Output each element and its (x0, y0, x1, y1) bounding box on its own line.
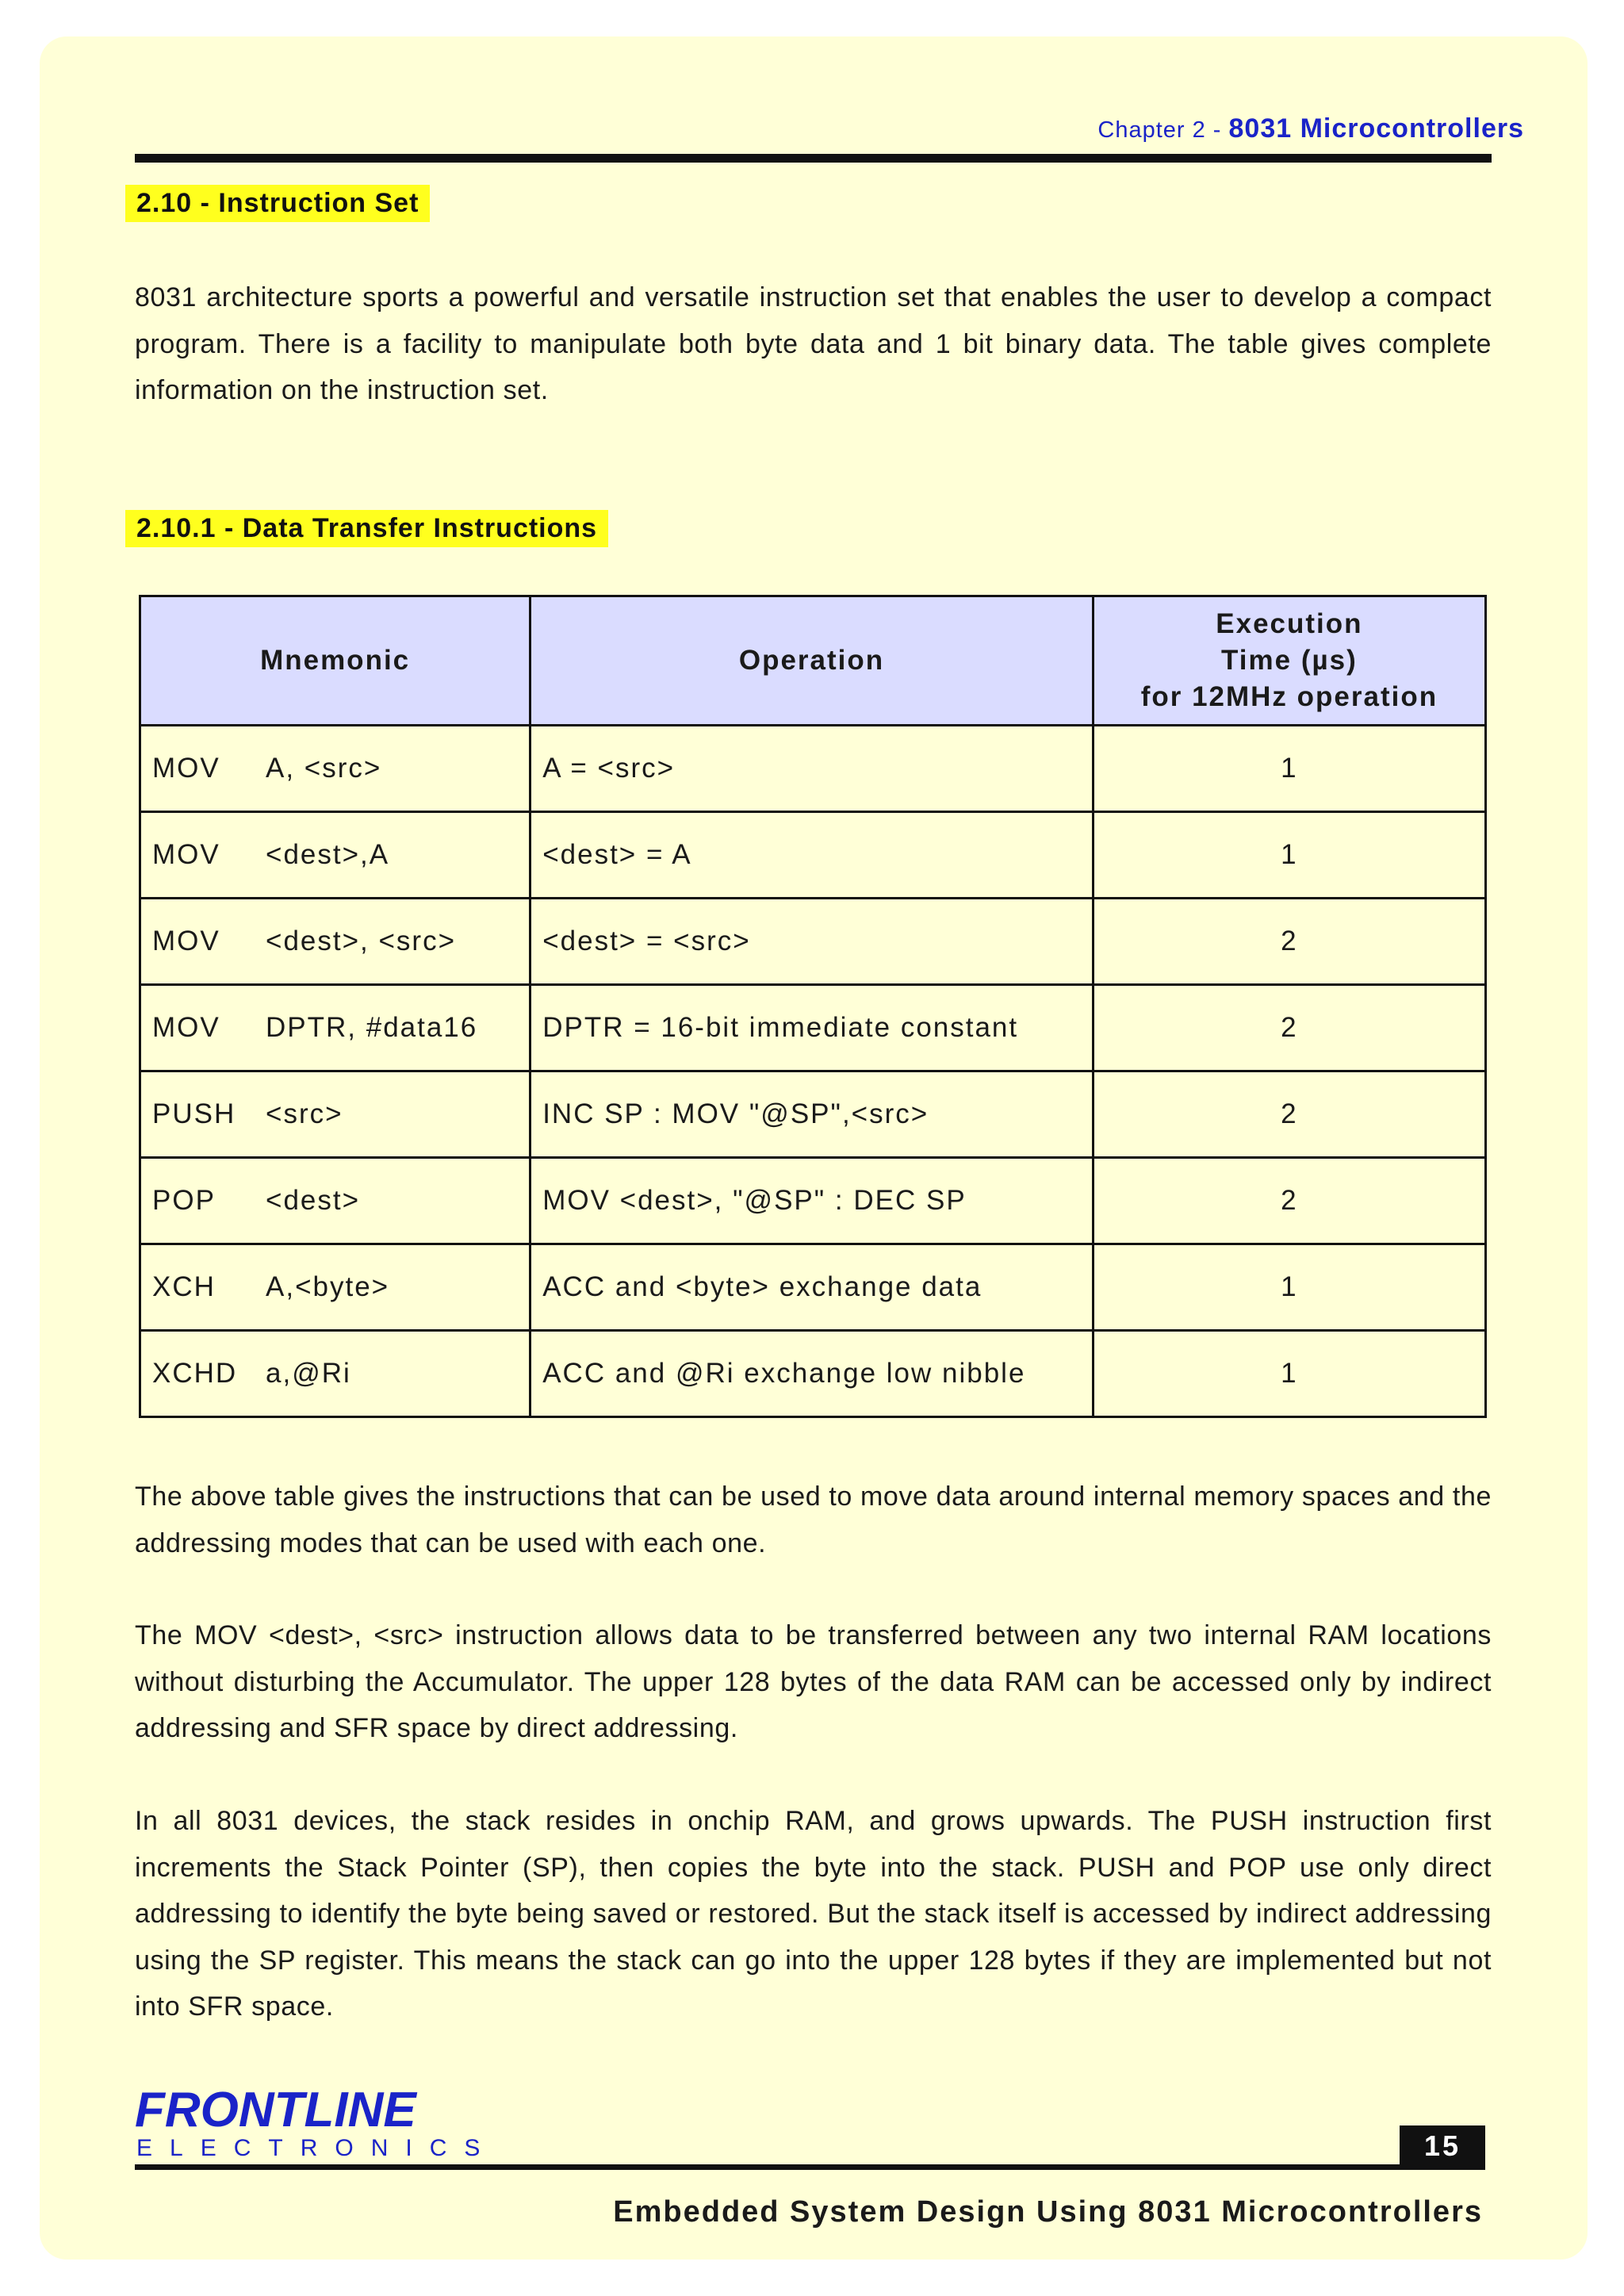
footer-rule (135, 2164, 1485, 2170)
time-cell: 1 (1093, 1331, 1485, 1417)
mnemonic-op: MOV (152, 1012, 220, 1043)
mnemonic-op: MOV (152, 926, 220, 956)
mnemonic-args: <dest>, <src> (266, 926, 457, 956)
operation-cell: ACC and <byte> exchange data (530, 1244, 1094, 1331)
chapter-prefix: Chapter 2 - (1097, 117, 1229, 143)
body-paragraph-3: In all 8031 devices, the stack resides in onchip RAM, and grows upwards. The PUSH instruction first increments the Stack Pointer (SP), then copies the byte into the stack. PUSH and POP use only direct addressing to identify the byte being saved or restored. But the stack itself is accessed by indirect addressing using the SP register. This means the stack can go into the upper 128 bytes if they are implemented but not into SFR space. (135, 1806, 1492, 2022)
instruction-table (139, 595, 1487, 1418)
table-row (140, 1071, 1486, 1158)
book-title-footer: Embedded System Design Using 8031 Microcontrollers (613, 2195, 1483, 2229)
chapter-header (1097, 113, 1524, 144)
section-heading: 2.10 - Instruction Set (125, 185, 430, 222)
table-row (140, 1158, 1486, 1244)
time-cell: 2 (1093, 1158, 1485, 1244)
header-operation: Operation (530, 596, 1094, 726)
table-row (140, 899, 1486, 985)
mnemonic-cell (140, 812, 530, 899)
table-row (140, 812, 1486, 899)
mnemonic-op: PUSH (152, 1098, 236, 1129)
mnemonic-op: MOV (152, 753, 220, 784)
time-cell: 1 (1093, 812, 1485, 899)
chapter-title: 8031 Microcontrollers (1228, 113, 1524, 144)
header-execution-time (1093, 596, 1485, 726)
mnemonic-op: XCH (152, 1271, 216, 1302)
time-cell: 1 (1093, 1244, 1485, 1331)
header-time-line3: for 12MHz operation (1140, 681, 1438, 712)
mnemonic-args: <src> (266, 1098, 343, 1129)
operation-cell: DPTR = 16-bit immediate constant (530, 985, 1094, 1071)
mnemonic-op: XCHD (152, 1358, 238, 1389)
operation-cell: <dest> = A (530, 812, 1094, 899)
operation-cell: MOV <dest>, "@SP" : DEC SP (530, 1158, 1094, 1244)
header-rule (135, 154, 1492, 163)
table-row (140, 726, 1486, 812)
header-mnemonic: Mnemonic (140, 596, 530, 726)
operation-cell: INC SP : MOV "@SP",<src> (530, 1071, 1094, 1158)
mnemonic-cell (140, 1244, 530, 1331)
time-cell: 2 (1093, 1071, 1485, 1158)
table-row (140, 1331, 1486, 1417)
header-time-line2: Time (µs) (1221, 645, 1358, 676)
logo-main-text: FRONTLINE (135, 2083, 416, 2137)
page-number: 15 (1400, 2125, 1485, 2167)
mnemonic-cell (140, 1331, 530, 1417)
operation-cell: A = <src> (530, 726, 1094, 812)
time-cell: 1 (1093, 726, 1485, 812)
table-row (140, 985, 1486, 1071)
mnemonic-args: <dest>,A (266, 839, 390, 870)
body-paragraph-1: The above table gives the instructions that can be used to move data around internal memory spaces and the addressing modes that can be used with each one. (135, 1481, 1492, 1558)
mnemonic-args: a,@Ri (266, 1358, 351, 1389)
body-paragraph-2: The MOV <dest>, <src> instruction allows data to be transferred between any two internal RAM locations without disturbing the Accumulator. The upper 128 bytes of the data RAM can be accessed only by indirect addressing and SFR space by direct addressing. (135, 1620, 1492, 1743)
mnemonic-args: A,<byte> (266, 1271, 390, 1302)
frontline-logo (135, 2084, 497, 2162)
mnemonic-op: MOV (152, 839, 220, 870)
mnemonic-cell (140, 1158, 530, 1244)
table-header-row (140, 596, 1486, 726)
intro-paragraph: 8031 architecture sports a powerful and versatile instruction set that enables the user to develop a compact program. There is a facility to manipulate both byte data and 1 bit binary data. The table gives complete information on the instruction set. (135, 282, 1492, 405)
mnemonic-cell (140, 899, 530, 985)
operation-cell: ACC and @Ri exchange low nibble (530, 1331, 1094, 1417)
mnemonic-cell (140, 985, 530, 1071)
header-time-line1: Execution (1216, 608, 1363, 639)
table-row (140, 1244, 1486, 1331)
operation-cell: <dest> = <src> (530, 899, 1094, 985)
mnemonic-args: A, <src> (266, 753, 382, 784)
mnemonic-cell (140, 1071, 530, 1158)
mnemonic-args: <dest> (266, 1185, 361, 1216)
time-cell: 2 (1093, 899, 1485, 985)
mnemonic-op: POP (152, 1185, 216, 1216)
mnemonic-cell (140, 726, 530, 812)
subsection-heading: 2.10.1 - Data Transfer Instructions (125, 510, 608, 547)
logo-sub-text: ELECTRONICS (136, 2135, 498, 2161)
mnemonic-args: DPTR, #data16 (266, 1012, 478, 1043)
time-cell: 2 (1093, 985, 1485, 1071)
